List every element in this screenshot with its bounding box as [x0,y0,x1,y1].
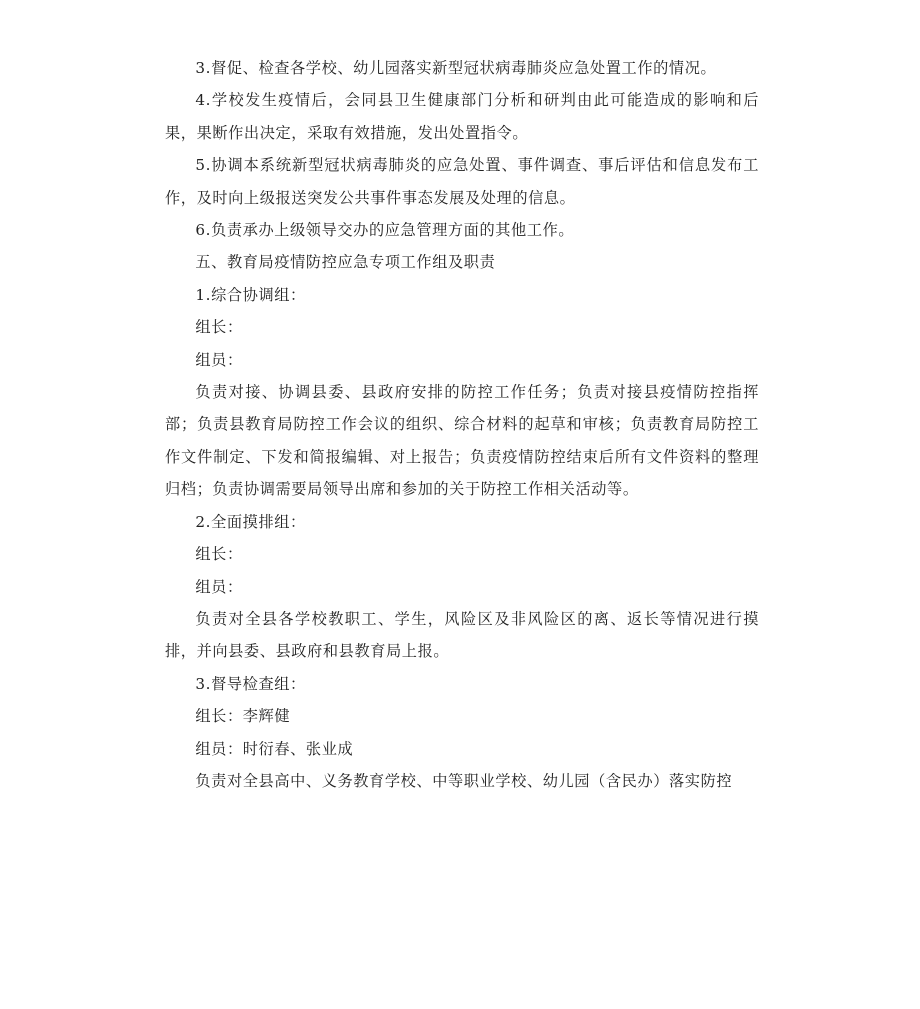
group-leader-coordination: 组长： [195,318,243,337]
group-title-coordination: 1.综合协调组： [195,285,306,304]
group-leader-survey: 组长： [195,545,243,564]
group-members-inspection: 组员：时衍春、张业成 [195,739,354,758]
group-duty-coordination: 负责对接、协调县委、县政府安排的防控工作任务；负责对接县疫情防控指挥部；负责县教育局防控工作会议的组织、综合材料的起草和审核；负责教育局防控工作文件制定、下发和简报编辑、对上报告；负责疫情防控结束后所有文件资料的整理归档；负责协调需要局领导出席和参加的关于防控工作相关活动等。 [165,383,759,499]
group-title-inspection: 3.督导检查组： [195,674,306,693]
paragraph-item-4: 4.学校发生疫情后，会同县卫生健康部门分析和研判由此可能造成的影响和后果，果断作出决定，采取有效措施，发出处置指令。 [165,91,759,142]
paragraph-item-3: 3.督促、检查各学校、幼儿园落实新型冠状病毒肺炎应急处置工作的情况。 [195,59,717,77]
group-leader-inspection: 组长：李辉健 [195,707,291,726]
section-heading-five: 五、教育局疫情防控应急专项工作组及职责 [195,253,496,272]
group-members-survey: 组员： [195,577,243,596]
paragraph-item-6: 6.负责承办上级领导交办的应急管理方面的其他工作。 [195,221,575,240]
group-duty-survey: 负责对全县各学校教职工、学生，风险区及非风险区的离、返长等情况进行摸排，并向县委、县政府和县教育局上报。 [165,609,759,661]
group-duty-inspection: 负责对全县高中、义务教育学校、中等职业学校、幼儿园（含民办）落实防控 [195,771,733,790]
group-members-coordination: 组员： [195,350,243,369]
paragraph-item-5: 5.协调本系统新型冠状病毒肺炎的应急处置、事件调查、事后评估和信息发布工作，及时向上级报送突发公共事件事态发展及处理的信息。 [165,156,759,207]
document-body [165,52,759,797]
group-title-survey: 2.全面摸排组： [195,512,306,531]
